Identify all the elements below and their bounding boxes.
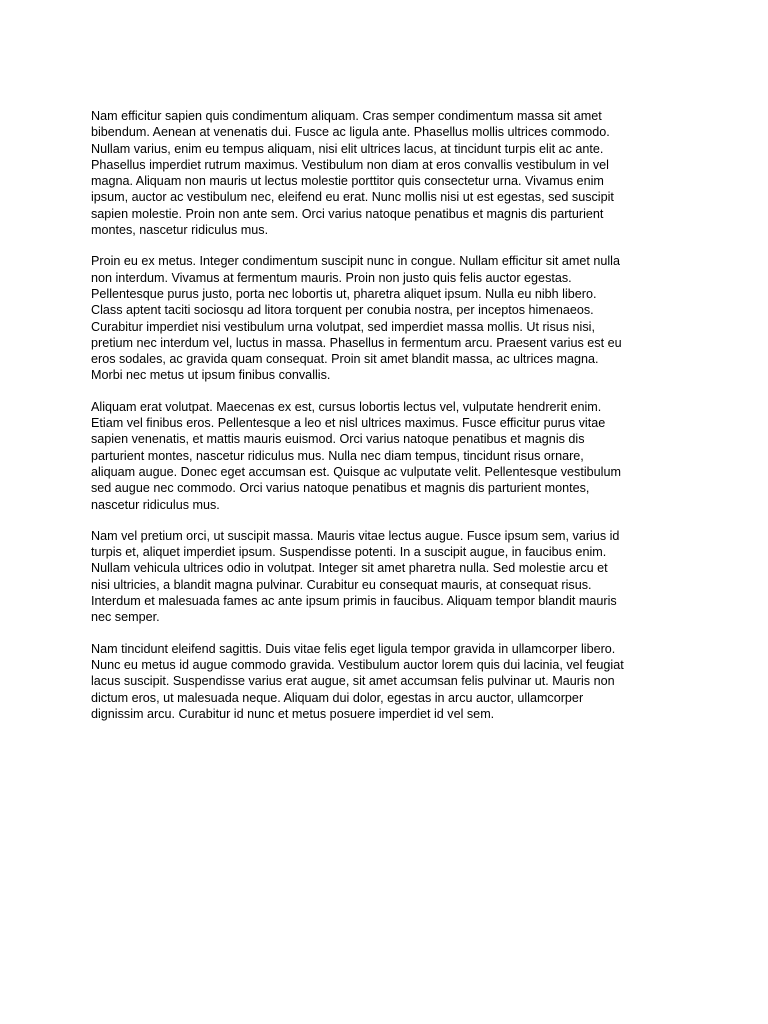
text-line: eros sodales, ac gravida quam consequat. Proin sit amet blandit massa, ac ultrices magna.: [91, 352, 599, 367]
text-line: Interdum et malesuada fames ac ante ipsum primis in faucibus. Aliquam tempor blandit mauris: [91, 594, 617, 609]
text-line: nascetur ridiculus mus.: [91, 497, 220, 512]
text-line: sed augue nec commodo. Orci varius natoque penatibus et magnis dis parturient montes,: [91, 481, 590, 496]
text-line: Curabitur imperdiet nisi vestibulum urna volutpat, sed imperdiet massa mollis. Ut risus nisi,: [91, 319, 595, 334]
text-line: Nullam varius, enim eu tempus aliquam, nisi elit ultrices lacus, at tincidunt turpis elit ac ante.: [91, 141, 604, 156]
text-line: dignissim arcu. Curabitur id nunc et metus posuere imperdiet id vel sem.: [91, 706, 495, 721]
text-line: lacus suscipit. Suspendisse varius erat augue, sit amet accumsan felis pulvinar ut. Mauris non: [91, 674, 615, 689]
text-line: Nullam vehicula ultrices odio in volutpat. Integer sit amet pharetra nulla. Sed molestie arcu et: [91, 561, 608, 576]
text-line: pretium nec interdum vel, luctus in massa. Phasellus in fermentum arcu. Praesent varius est eu: [91, 335, 622, 350]
text-line: Proin eu ex metus. Integer condimentum suscipit nunc in congue. Nullam efficitur sit amet nulla: [91, 254, 620, 269]
text-line: non interdum. Vivamus at fermentum mauris. Proin non justo quis felis auctor egestas.: [91, 270, 572, 285]
paragraph-4: [91, 528, 677, 626]
text-line: Etiam vel finibus eros. Pellentesque a leo et nisl ultrices maximus. Fusce efficitur purus vitae: [91, 416, 606, 431]
text-line: sapien venenatis, et mattis mauris euismod. Orci varius natoque penatibus et magnis dis: [91, 432, 585, 447]
text-line: sapien molestie. Proin non ante sem. Orci varius natoque penatibus et magnis dis parturient: [91, 206, 604, 221]
text-line: Phasellus imperdiet rutrum maximus. Vestibulum non diam at eros convallis vestibulum in vel: [91, 157, 609, 172]
text-line: aliquam augue. Donec eget accumsan est. Quisque ac vulputate velit. Pellentesque vestibulum: [91, 464, 621, 479]
text-line: Aliquam erat volutpat. Maecenas ex est, cursus lobortis lectus vel, vulputate hendrerit enim.: [91, 399, 602, 414]
document-body: [91, 108, 677, 737]
text-line: turpis et, aliquet imperdiet ipsum. Suspendisse potenti. In a suscipit augue, in faucibus enim.: [91, 545, 607, 560]
text-line: Nam efficitur sapien quis condimentum aliquam. Cras semper condimentum massa sit amet: [91, 109, 602, 123]
text-line: Nam vel pretium orci, ut suscipit massa. Mauris vitae lectus augue. Fusce ipsum sem, varius id: [91, 528, 620, 543]
text-line: Class aptent taciti sociosqu ad litora torquent per conubia nostra, per inceptos himenaeos.: [91, 303, 594, 318]
text-line: Morbi nec metus ut ipsum finibus convallis.: [91, 368, 331, 383]
text-line: dictum eros, ut malesuada neque. Aliquam dui dolor, egestas in arcu auctor, ullamcorper: [91, 690, 584, 705]
text-line: Nam tincidunt eleifend sagittis. Duis vitae felis eget ligula tempor gravida in ullamcorper libero.: [91, 641, 616, 656]
text-line: bibendum. Aenean at venenatis dui. Fusce ac ligula ante. Phasellus mollis ultrices commodo.: [91, 125, 610, 140]
text-line: montes, nascetur ridiculus mus.: [91, 223, 269, 238]
paragraph-1: [91, 108, 677, 238]
paragraph-3: [91, 399, 677, 513]
paragraph-2: [91, 253, 677, 383]
paragraph-5: [91, 641, 677, 722]
text-line: Nunc eu metus id augue commodo gravida. Vestibulum auctor lorem quis dui lacinia, vel feugiat: [91, 657, 624, 672]
text-line: magna. Aliquam non mauris ut lectus molestie porttitor quis consectetur urna. Vivamus enim: [91, 174, 604, 189]
text-line: nec semper.: [91, 610, 160, 625]
text-line: ipsum, auctor ac vestibulum nec, eleifend eu erat. Nunc mollis nisi ut est egestas, sed suscipit: [91, 190, 614, 205]
text-line: nisi ultricies, a blandit magna pulvinar. Curabitur eu consequat mauris, at consequat risus.: [91, 577, 592, 592]
text-line: Pellentesque purus justo, porta nec lobortis ut, pharetra aliquet ipsum. Nulla eu nibh libero.: [91, 286, 597, 301]
text-line: parturient montes, nascetur ridiculus mus. Nulla nec diam tempus, tincidunt risus ornare,: [91, 448, 584, 463]
